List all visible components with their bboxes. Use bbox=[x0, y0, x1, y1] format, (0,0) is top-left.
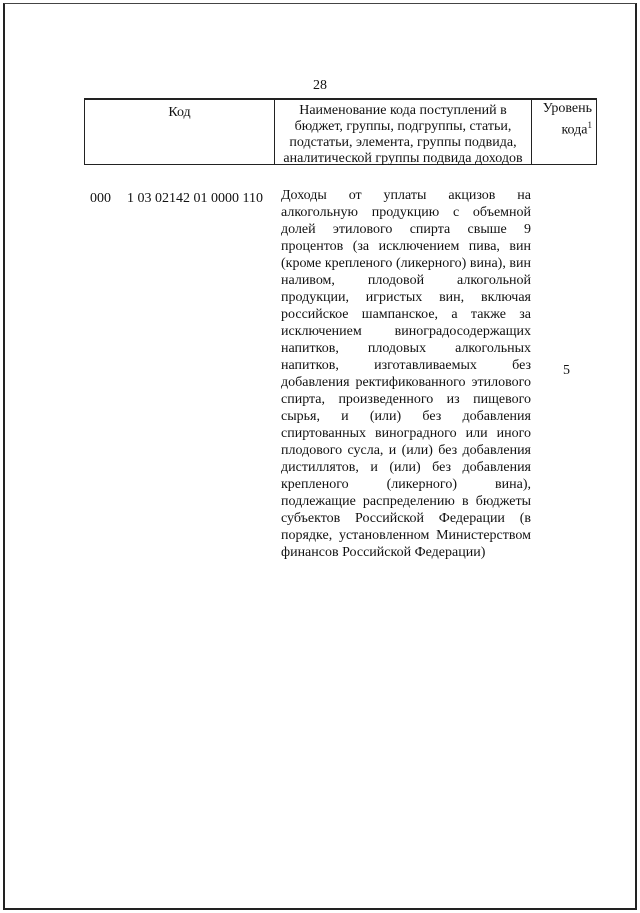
header-level-label: Уровень кода bbox=[542, 101, 592, 138]
header-level-cell bbox=[532, 100, 596, 164]
header-code-cell: Код bbox=[85, 100, 275, 164]
row-admin-code: 000 bbox=[90, 191, 111, 206]
row-level: 5 bbox=[563, 363, 570, 378]
row-description: Доходы от уплаты акцизов на алкогольную продукцию с объемной долей этилового спирта свыше 9 процентов (за исключением пива, вин (кроме крепленого (ликерного) вина), вин наливом, плодовой алкогольной продукции, игристых вин, включая российское шампанское, а также за исключением виноградосодержащих напитков, плодовых алкогольных напитков, изготавливаемых без добавления ректификованного этилового спирта, произведенного из пищевого сырья, и (или) без добавления спиртованных виноградного или иного плодового сусла, и (или) без добавления дистиллятов, и (или) без добавления крепленого (ликерного) вина), подлежащие распределению в бюджеты субъектов Российской Федерации (в порядке, установленном Министерством финансов Российской Федерации) bbox=[281, 188, 531, 560]
page-number: 28 bbox=[313, 78, 327, 93]
header-name-cell: Наименование кода поступлений в бюджет, группы, подгруппы, статьи, подстатьи, элемента, группы подвида, аналитической группы подвида доходов bbox=[275, 100, 532, 164]
header-level-footnote: 1 bbox=[587, 120, 592, 130]
row-revenue-code: 1 03 02142 01 0000 110 bbox=[127, 191, 263, 206]
table-header bbox=[84, 98, 597, 165]
